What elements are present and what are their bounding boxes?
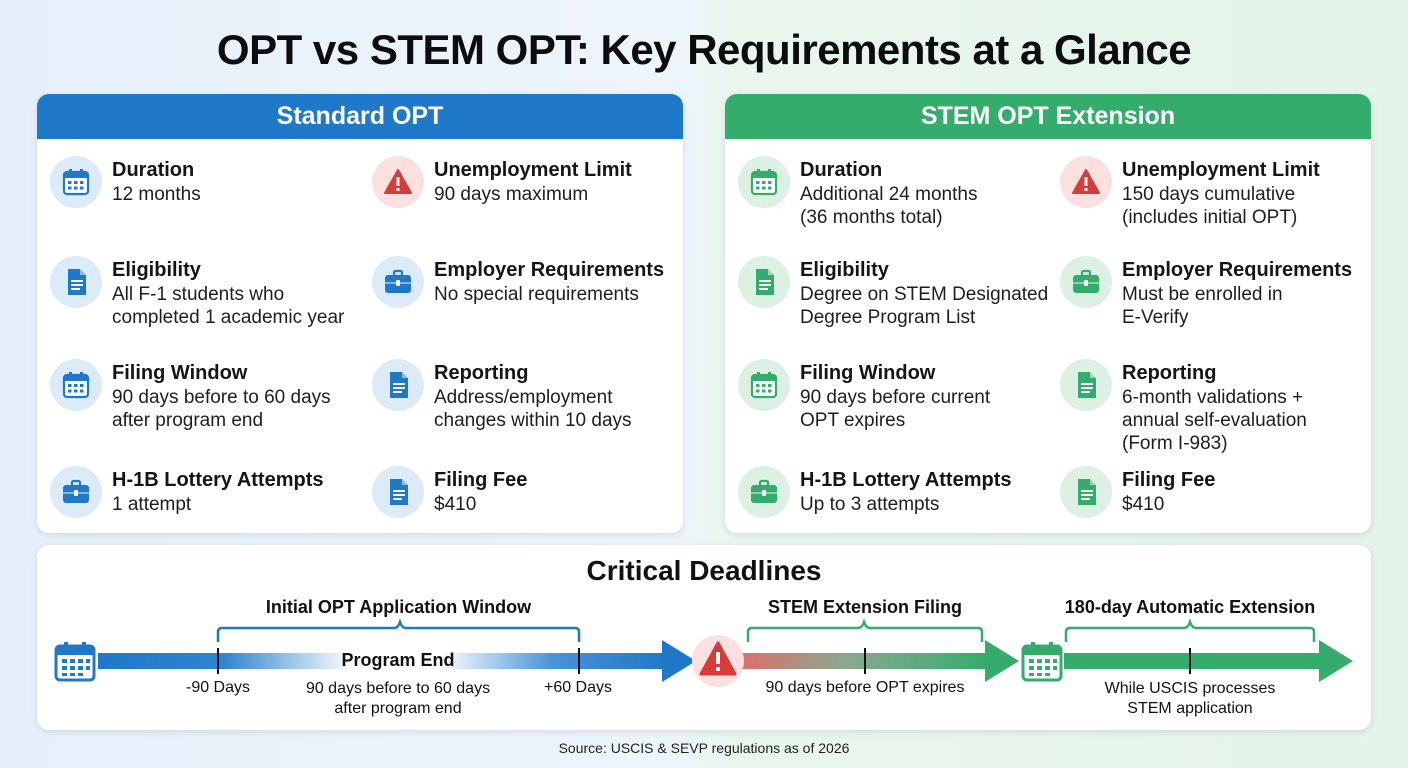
item-value: All F-1 students who completed 1 academic year [112, 284, 345, 328]
stem-filing-brace [748, 622, 982, 642]
item-title: H-1B Lottery Attempts [800, 469, 1012, 491]
standard-opt-header: Standard OPT [37, 94, 683, 139]
stem-opt-header: STEM OPT Extension [725, 94, 1371, 139]
item-value: 90 days maximum [434, 184, 589, 205]
item-title: Eligibility [112, 259, 201, 281]
stem-filing-bar [730, 653, 988, 669]
auto-extension-brace [1066, 622, 1314, 642]
item-title: Reporting [1122, 362, 1217, 384]
window-note: 90 days before to 60 days after program end [305, 680, 491, 717]
timeline-extension-calendar-icon [1023, 642, 1061, 680]
item-title: Filing Fee [1122, 469, 1216, 491]
item-value: Up to 3 attempts [800, 494, 940, 515]
item-title: Filing Window [112, 362, 248, 384]
item-title: Filing Fee [434, 469, 528, 491]
minus90-label: -90 Days [185, 679, 251, 696]
item-value: $410 [434, 494, 477, 515]
item-title: Duration [112, 159, 195, 181]
stem-filing-arrowhead [985, 640, 1019, 682]
critical-deadlines-title: Critical Deadlines [586, 555, 822, 586]
timeline-start-calendar-icon [56, 642, 94, 680]
item-title: Employer Requirements [434, 259, 665, 281]
item-value: 90 days before current OPT expires [800, 387, 991, 431]
item-value: 12 months [112, 184, 201, 205]
initial-window-arrowhead [662, 640, 696, 682]
item-value: 150 days cumulative (includes initial OPT) [1122, 184, 1298, 228]
item-title: Filing Window [800, 362, 936, 384]
auto-extension-bar [1064, 653, 1322, 669]
item-title: Employer Requirements [1122, 259, 1353, 281]
page-title: OPT vs STEM OPT: Key Requirements at a Glance [216, 26, 1192, 73]
stem-filing-label: STEM Extension Filing [767, 597, 962, 617]
initial-window-brace [218, 622, 579, 642]
auto-extension-label: 180-day Automatic Extension [1064, 597, 1316, 617]
item-value: $410 [1122, 494, 1165, 515]
item-title: Unemployment Limit [1122, 159, 1320, 181]
auto-extension-arrowhead [1319, 640, 1353, 682]
item-value: Additional 24 months (36 months total) [800, 184, 978, 228]
item-value: 90 days before to 60 days after program end [112, 387, 331, 431]
auto-extension-note: While USCIS processes STEM application [1104, 680, 1276, 717]
initial-window-label: Initial OPT Application Window [265, 597, 532, 617]
item-value: 1 attempt [112, 494, 192, 515]
item-value: Degree on STEM Designated Degree Program List [800, 284, 1049, 328]
item-title: H-1B Lottery Attempts [112, 469, 324, 491]
plus60-label: +60 Days [543, 679, 613, 696]
source-note: Source: USCIS & SEVP regulations as of 2026 [558, 740, 850, 756]
stem-filing-note: 90 days before OPT expires [765, 679, 965, 696]
item-title: Duration [800, 159, 883, 181]
item-value: 6-month validations + annual self-evaluation (Form I-983) [1122, 387, 1307, 454]
program-end-label: Program End [341, 650, 455, 670]
item-title: Reporting [434, 362, 529, 384]
timeline-warning-icon [692, 635, 744, 687]
item-value: No special requirements [434, 284, 639, 305]
item-value: Must be enrolled in E-Verify [1122, 284, 1283, 328]
item-title: Unemployment Limit [434, 159, 632, 181]
item-value: Address/employment changes within 10 days [434, 387, 632, 431]
item-title: Eligibility [800, 259, 889, 281]
